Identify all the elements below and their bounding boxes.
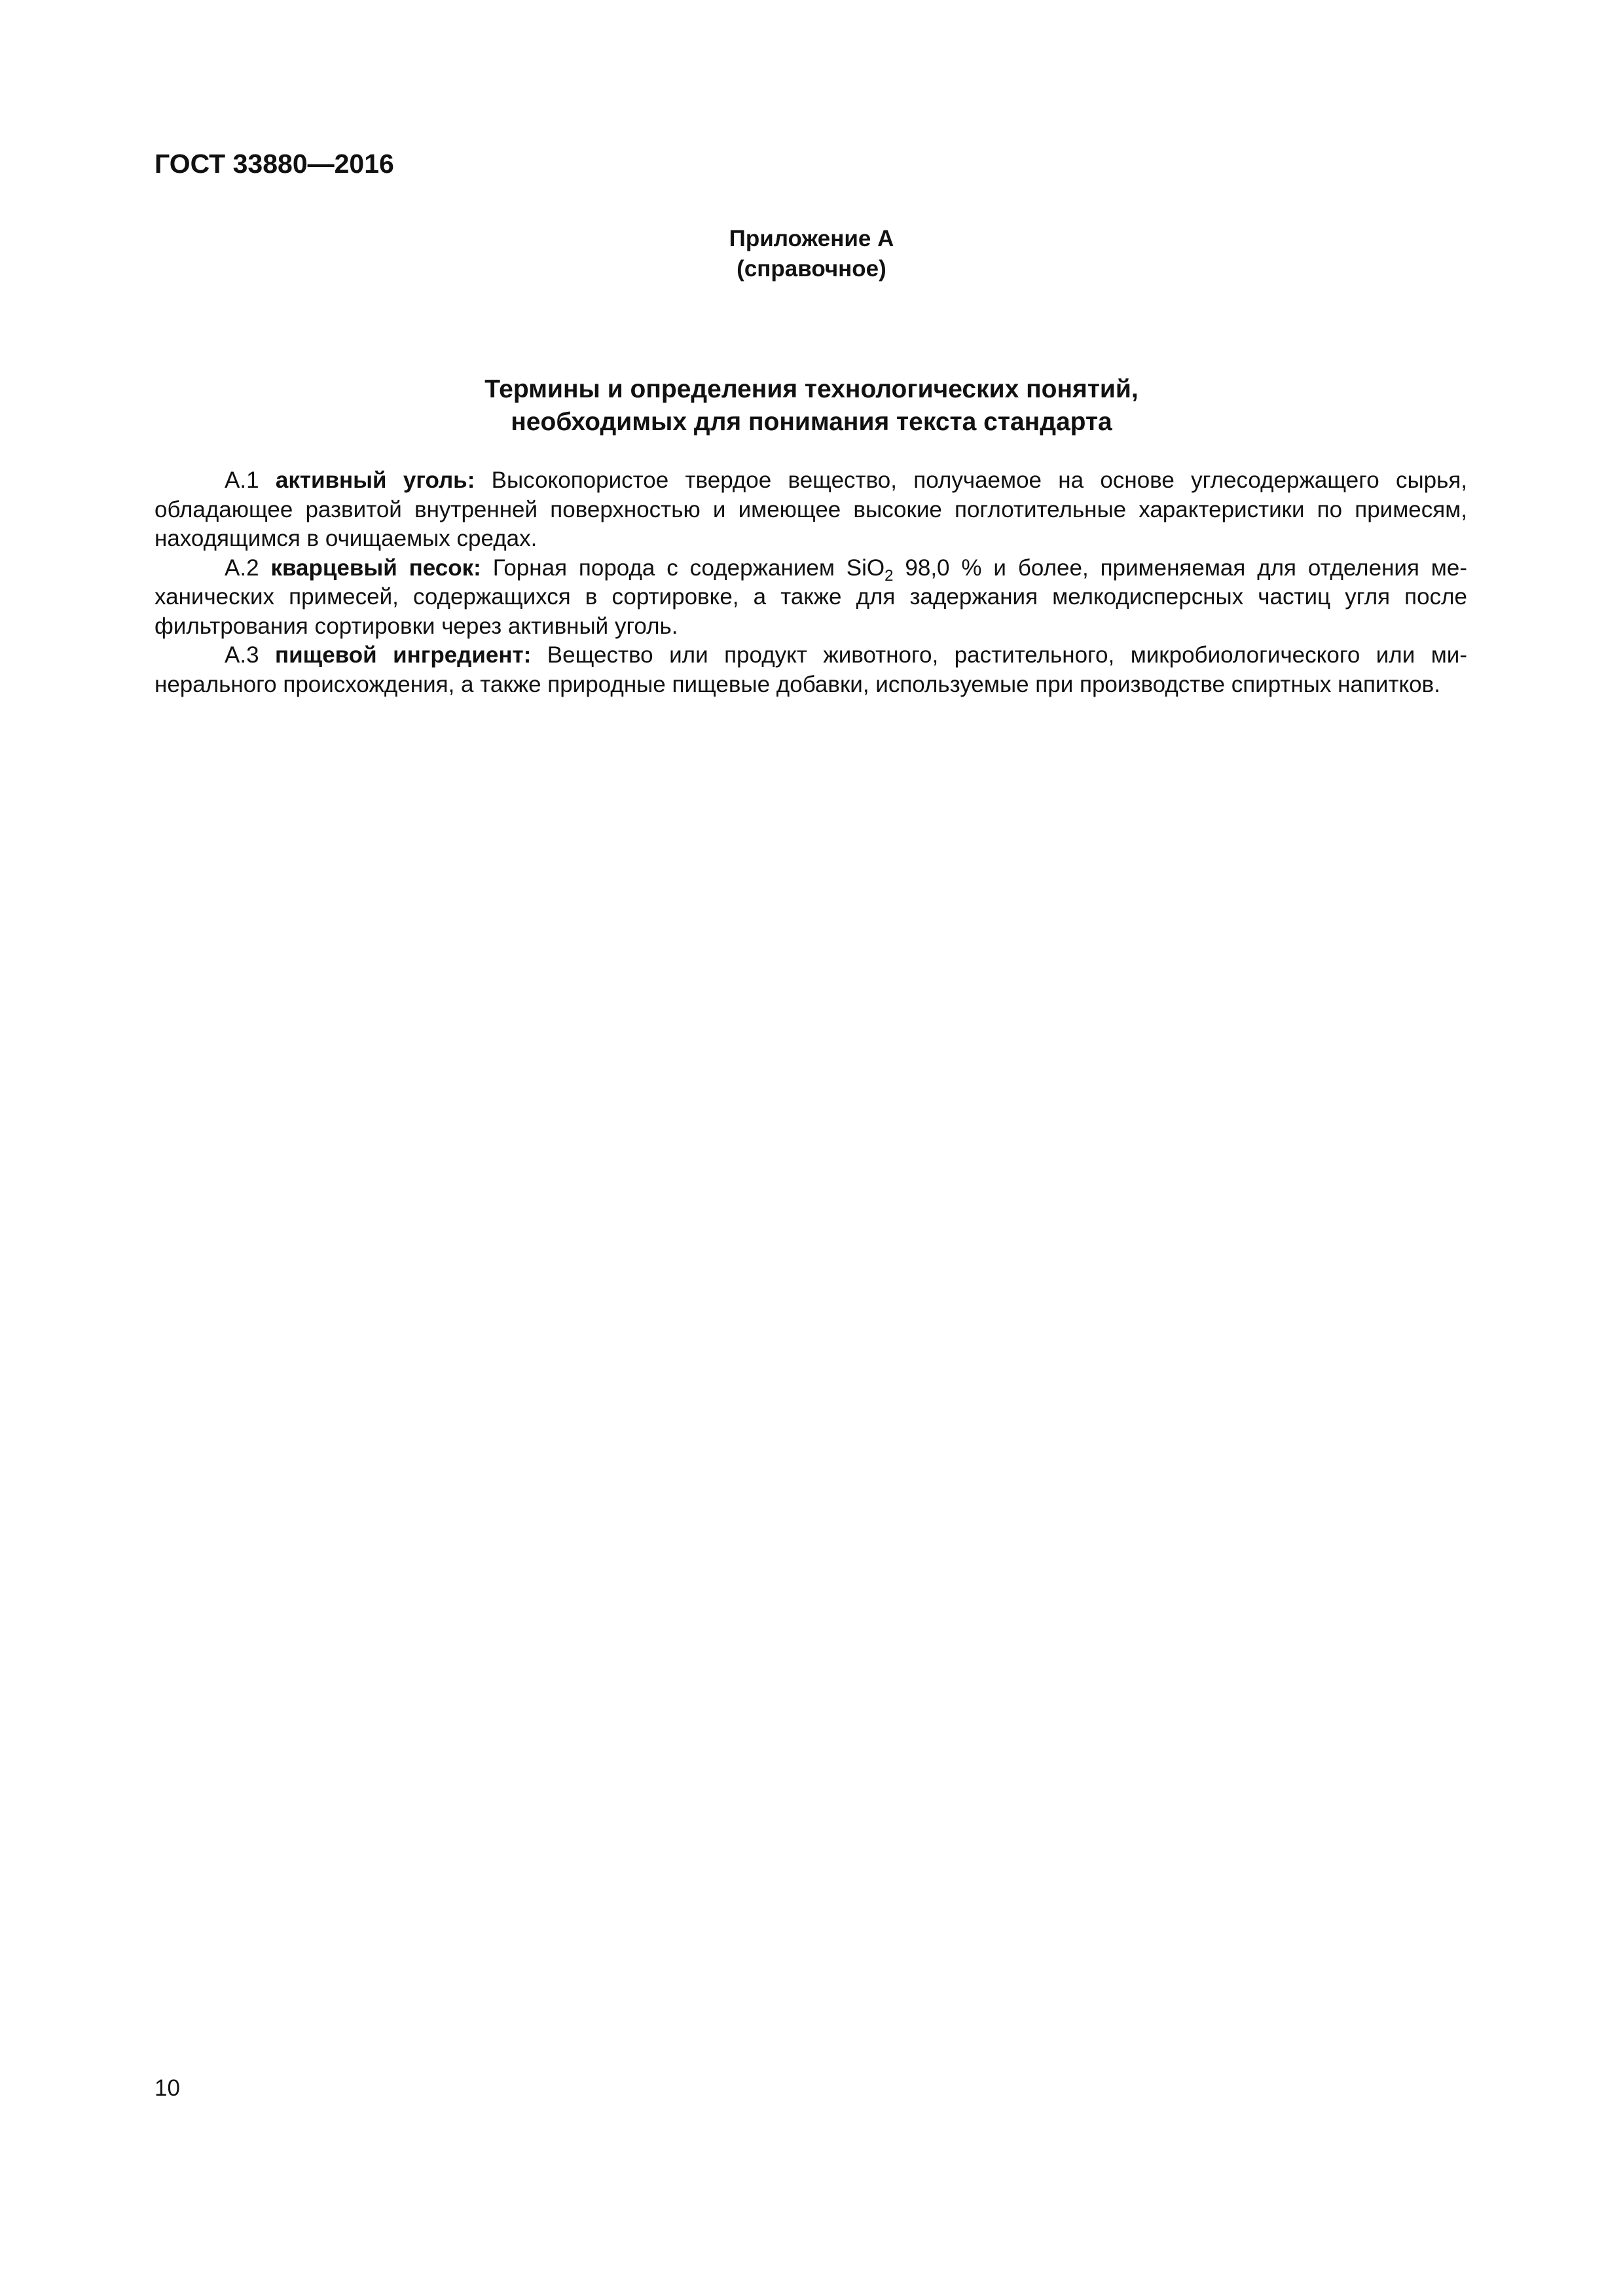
term-name: кварцевый песок: (270, 555, 481, 581)
term-entry-a1 (155, 466, 1467, 554)
appendix-type: (справочное) (737, 256, 886, 282)
chemical-subscript: 2 (884, 566, 894, 585)
page-number: 10 (155, 2075, 180, 2101)
term-definition-part-1: Горная порода с содержанием SiO (492, 555, 885, 581)
term-definition-part-2: 98,0 % и более, применяемая для отделения механических примесей, содержащихся в сортировке, а также для задержания мелкодисперсных частиц угля после фильтрования сортировки через активный уголь. (155, 555, 1467, 639)
appendix-heading (0, 224, 1623, 284)
term-number: А.1 (225, 467, 259, 493)
term-number: А.2 (225, 555, 259, 581)
term-entry-a3 (155, 641, 1467, 699)
term-entry-a2 (155, 554, 1467, 642)
term-name: пищевой ингредиент: (275, 642, 532, 668)
document-code: ГОСТ 33880—2016 (155, 149, 394, 179)
term-name: активный уголь: (275, 467, 475, 493)
term-definition: Высокопористое твердое вещество, получаемое на основе углесодержащего сырья, обладающее развитой внутренней поверхностью и имеющее высокие поглотительные характеристики по примесям, находящимся в очищаемых средах. (155, 467, 1467, 551)
term-definition: Вещество или продукт животного, растительного, микробиологического или минерального происхождения, а также природные пищевые добавки, используемые при производстве спиртных напитков. (155, 642, 1467, 697)
section-title-line-2: необходимых для понимания текста стандарта (511, 408, 1112, 436)
terms-list (155, 466, 1467, 699)
term-number: А.3 (225, 642, 259, 668)
section-title (0, 373, 1623, 439)
appendix-label: Приложение А (729, 226, 894, 251)
section-title-line-1: Термины и определения технологических понятий, (484, 375, 1139, 403)
